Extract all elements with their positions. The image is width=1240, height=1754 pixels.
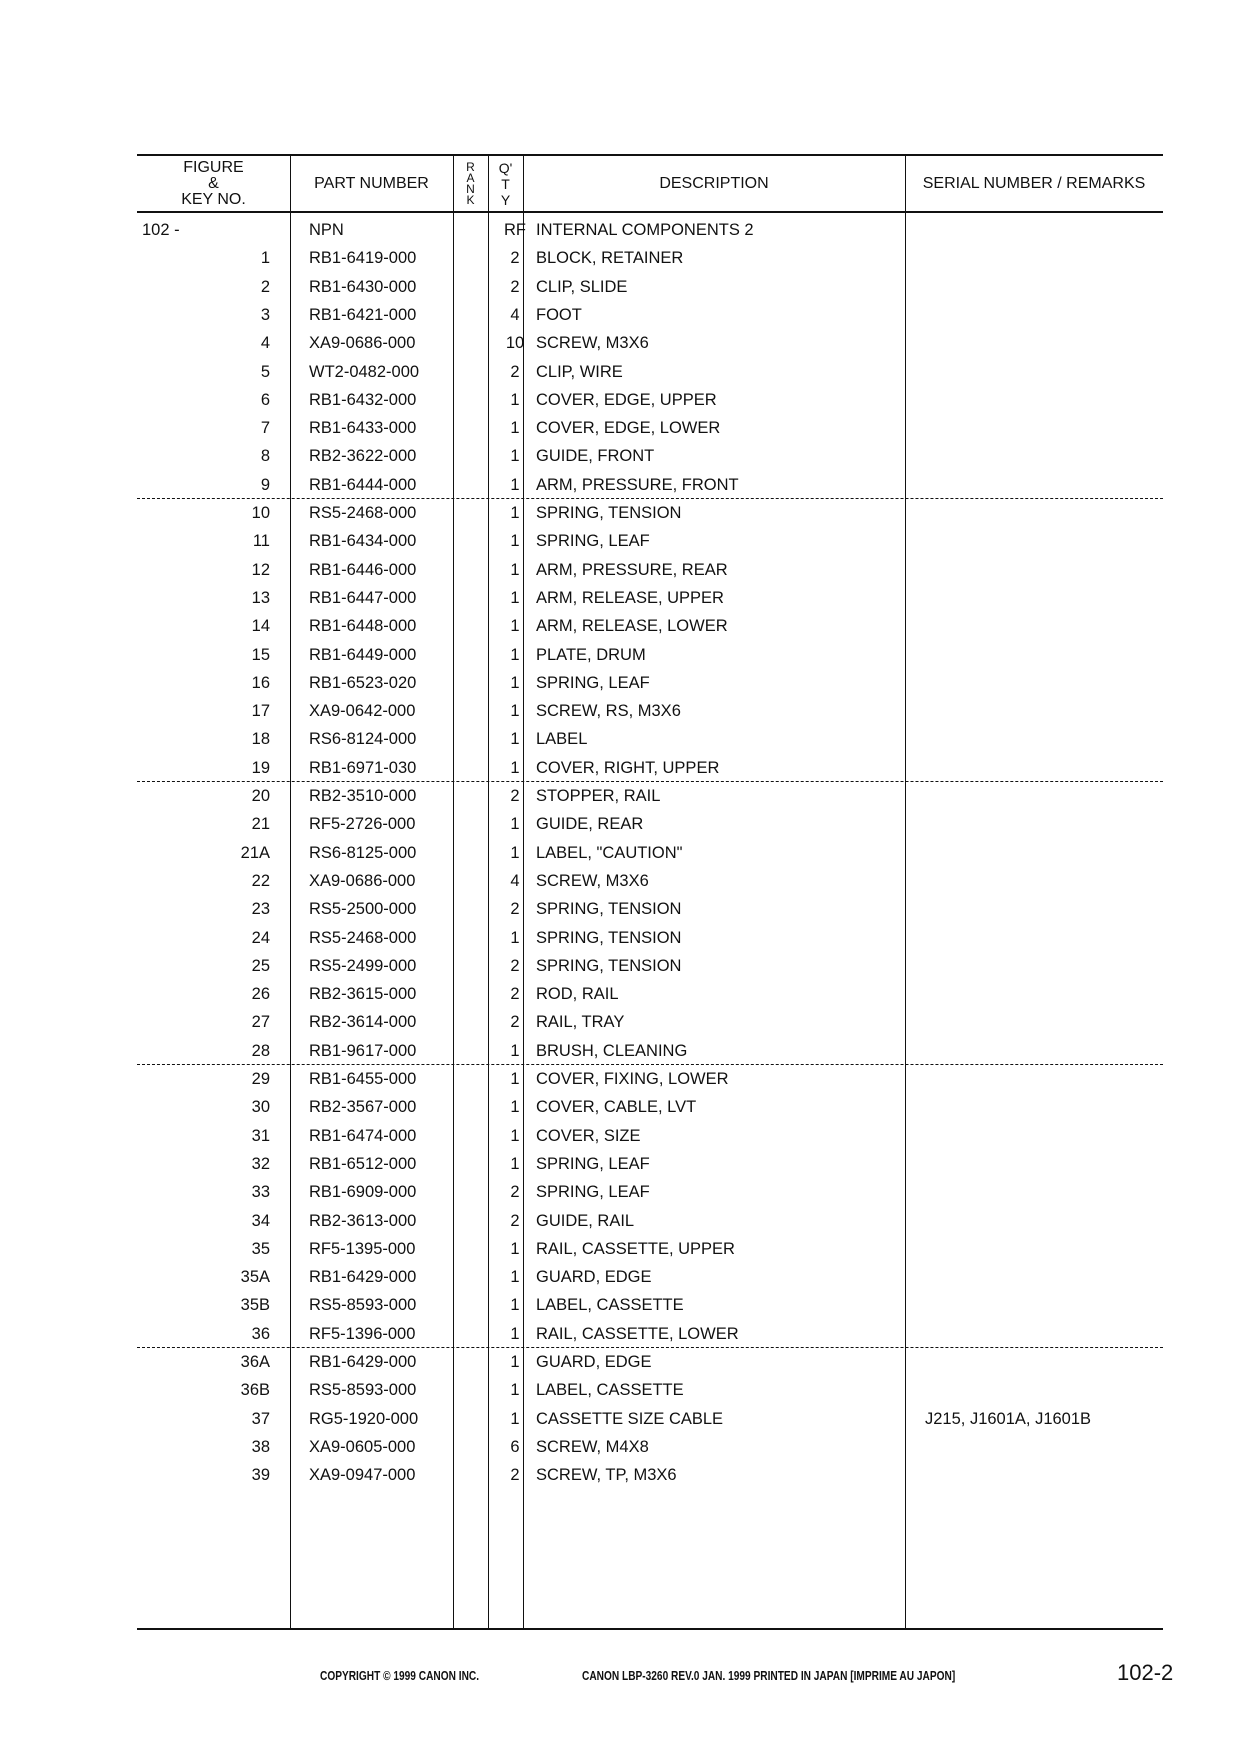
description: STOPPER, RAIL <box>536 787 661 805</box>
quantity: 1 <box>510 1041 520 1060</box>
key-number: 8 <box>260 447 270 466</box>
quantity: 1 <box>510 560 520 579</box>
table-row <box>137 924 1163 952</box>
quantity: 4 <box>510 305 520 324</box>
header-rank-letter: N <box>466 181 475 196</box>
description: LABEL, "CAUTION" <box>536 843 683 862</box>
table-row <box>137 1461 1163 1489</box>
key-number: 36 <box>251 1324 270 1343</box>
table-row <box>137 471 1163 499</box>
part-number: RS5-8593-000 <box>309 1296 417 1315</box>
header-qty-letter: Y <box>500 191 511 208</box>
key-number: 22 <box>251 871 270 890</box>
quantity: 2 <box>510 277 520 296</box>
quantity: 2 <box>510 985 520 1004</box>
part-number: RB1-6432-000 <box>309 390 417 409</box>
part-number: RB1-6474-000 <box>309 1126 417 1145</box>
key-number: 11 <box>252 532 270 551</box>
part-number: RB1-6512-000 <box>309 1154 417 1173</box>
table-row <box>137 414 1163 442</box>
page-footer <box>0 1660 1240 1700</box>
key-number: 27 <box>251 1013 270 1032</box>
table-row <box>137 584 1163 612</box>
quantity: 1 <box>510 673 520 692</box>
part-number: RB1-6421-000 <box>309 305 417 324</box>
quantity: 1 <box>510 1239 520 1258</box>
description: RAIL, CASSETTE, UPPER <box>536 1239 735 1258</box>
quantity: 1 <box>510 1098 520 1117</box>
header-rank-letter: R <box>466 159 475 174</box>
key-number: 7 <box>260 419 270 438</box>
header-part-number: PART NUMBER <box>314 174 429 192</box>
quantity: 1 <box>510 447 520 466</box>
key-number: 19 <box>251 758 270 777</box>
table-row <box>137 1008 1163 1036</box>
parts-table <box>137 154 1163 1631</box>
table-row <box>137 839 1163 867</box>
table-row <box>137 952 1163 980</box>
part-number: RF5-1396-000 <box>309 1324 416 1343</box>
quantity: 6 <box>510 1437 520 1456</box>
quantity: 2 <box>510 249 520 268</box>
group-separator <box>137 1347 1163 1348</box>
description: BRUSH, CLEANING <box>536 1041 688 1060</box>
part-number: RS5-2468-000 <box>309 504 417 522</box>
table-row <box>137 1291 1163 1319</box>
quantity: 1 <box>510 1409 520 1428</box>
group-separator <box>137 781 1163 782</box>
header-figure-line: & <box>208 174 219 192</box>
table-row <box>137 442 1163 470</box>
key-number: 36A <box>240 1353 270 1371</box>
part-number: RB2-3613-000 <box>309 1211 417 1230</box>
header-qty-letter: Q' <box>498 159 513 176</box>
quantity: 1 <box>510 1296 520 1315</box>
part-number: NPN <box>309 221 344 239</box>
key-number: 31 <box>251 1126 270 1145</box>
description: LABEL <box>536 730 588 749</box>
key-number: 37 <box>251 1409 270 1428</box>
table-row <box>137 358 1163 386</box>
quantity: 1 <box>510 475 520 494</box>
description: SPRING, TENSION <box>536 928 682 947</box>
header-figure-key <box>137 156 290 211</box>
part-number: XA9-0605-000 <box>309 1437 416 1456</box>
group-separator <box>137 1064 1163 1065</box>
key-number: 21 <box>251 815 270 834</box>
part-number: RB2-3615-000 <box>309 985 417 1004</box>
quantity: 2 <box>510 956 520 975</box>
part-number: RS6-8125-000 <box>309 843 417 862</box>
key-number: 26 <box>251 985 270 1004</box>
key-number: 34 <box>251 1211 270 1230</box>
table-row <box>137 1433 1163 1461</box>
quantity: 1 <box>510 1324 520 1343</box>
key-number: 6 <box>260 390 270 409</box>
table-row <box>137 1320 1163 1348</box>
table-row <box>137 1263 1163 1291</box>
table-row <box>137 867 1163 895</box>
table-row <box>137 612 1163 640</box>
quantity: 1 <box>510 758 520 777</box>
part-number: RB2-3567-000 <box>309 1098 417 1117</box>
quantity: 1 <box>510 1126 520 1145</box>
part-number: RB2-3614-000 <box>309 1013 417 1032</box>
quantity: 1 <box>510 928 520 947</box>
key-number: 29 <box>251 1070 270 1088</box>
part-number: WT2-0482-000 <box>309 362 420 381</box>
part-number: RF5-1395-000 <box>309 1239 416 1258</box>
quantity: 1 <box>510 815 520 834</box>
table-row <box>137 895 1163 923</box>
table-row <box>137 386 1163 414</box>
description: SCREW, M4X8 <box>536 1437 649 1456</box>
part-number: RB1-6523-020 <box>309 673 417 692</box>
table-row <box>137 499 1163 527</box>
serial-remarks: J215, J1601A, J1601B <box>925 1409 1092 1428</box>
key-number: 5 <box>260 362 270 381</box>
key-number: 36B <box>240 1381 270 1400</box>
description: GUIDE, REAR <box>536 815 644 834</box>
header-qty-letter: T <box>501 175 510 192</box>
part-number: RS6-8124-000 <box>309 730 417 749</box>
table-row <box>137 1207 1163 1235</box>
table-row <box>137 556 1163 584</box>
key-number: 18 <box>251 730 270 749</box>
description: SPRING, LEAF <box>536 1154 650 1173</box>
table-row <box>137 1150 1163 1178</box>
quantity: 2 <box>510 362 520 381</box>
description: SPRING, TENSION <box>536 504 682 522</box>
description: SCREW, TP, M3X6 <box>536 1466 677 1485</box>
part-number: RB1-6455-000 <box>309 1070 417 1088</box>
description: SPRING, TENSION <box>536 956 682 975</box>
part-number: RB1-6444-000 <box>309 475 417 494</box>
table-row <box>137 216 1163 244</box>
description: GUIDE, FRONT <box>536 447 655 466</box>
table-row <box>137 1037 1163 1065</box>
description: RAIL, CASSETTE, LOWER <box>536 1324 739 1343</box>
key-number: 21A <box>240 843 270 862</box>
table-row <box>137 641 1163 669</box>
key-number: 16 <box>251 673 270 692</box>
table-row <box>137 1065 1163 1093</box>
key-number: 14 <box>251 617 270 636</box>
header-rank-letter: A <box>466 170 475 185</box>
quantity: 1 <box>510 1070 520 1088</box>
description: ARM, PRESSURE, FRONT <box>536 475 739 494</box>
description: SCREW, M3X6 <box>536 871 649 890</box>
header-rank-letter: K <box>466 192 475 207</box>
key-number: 35B <box>240 1296 270 1315</box>
key-number: 25 <box>251 956 270 975</box>
quantity: 1 <box>510 843 520 862</box>
table-row <box>137 980 1163 1008</box>
key-number: 12 <box>251 560 270 579</box>
key-number: 32 <box>251 1154 270 1173</box>
description: SCREW, RS, M3X6 <box>536 702 681 721</box>
description: CASSETTE SIZE CABLE <box>536 1409 724 1428</box>
quantity: 1 <box>510 1353 520 1371</box>
part-number: RS5-2468-000 <box>309 928 417 947</box>
table-row <box>137 754 1163 782</box>
table-row <box>137 697 1163 725</box>
description: COVER, CABLE, LVT <box>536 1098 697 1117</box>
key-number: 13 <box>251 588 270 607</box>
description: COVER, EDGE, UPPER <box>536 390 717 409</box>
part-number: XA9-0686-000 <box>309 334 416 353</box>
table-row <box>137 782 1163 810</box>
key-number: 9 <box>260 475 270 494</box>
table-row <box>137 725 1163 753</box>
description: BLOCK, RETAINER <box>536 249 684 268</box>
quantity: 2 <box>510 1183 520 1202</box>
description: LABEL, CASSETTE <box>536 1296 684 1315</box>
part-number: RB2-3622-000 <box>309 447 417 466</box>
part-number: XA9-0642-000 <box>309 702 416 721</box>
quantity: 1 <box>510 588 520 607</box>
table-row <box>137 1348 1163 1376</box>
key-number: 35A <box>240 1268 270 1287</box>
table-row <box>137 669 1163 697</box>
quantity: 1 <box>510 419 520 438</box>
part-number: RB1-6434-000 <box>309 532 417 551</box>
part-number: RS5-8593-000 <box>309 1381 417 1400</box>
quantity: 1 <box>510 702 520 721</box>
quantity: 2 <box>510 787 520 805</box>
part-number: RS5-2500-000 <box>309 900 417 919</box>
key-number: 102 - <box>142 221 180 239</box>
part-number: RB1-6419-000 <box>309 249 417 268</box>
part-number: RB2-3510-000 <box>309 787 417 805</box>
key-number: 10 <box>251 504 270 522</box>
quantity: 4 <box>510 871 520 890</box>
part-number: RB1-6447-000 <box>309 588 417 607</box>
description: INTERNAL COMPONENTS 2 <box>536 221 754 239</box>
key-number: 4 <box>260 334 270 353</box>
quantity: 1 <box>510 730 520 749</box>
description: COVER, EDGE, LOWER <box>536 419 721 438</box>
header-qty <box>488 156 523 211</box>
description: ROD, RAIL <box>536 985 619 1004</box>
description: ARM, RELEASE, LOWER <box>536 617 728 636</box>
key-number: 28 <box>251 1041 270 1060</box>
header-figure-line: KEY NO. <box>181 190 246 208</box>
part-number: RB1-6433-000 <box>309 419 417 438</box>
quantity: 1 <box>510 645 520 664</box>
description: SCREW, M3X6 <box>536 334 649 353</box>
description: FOOT <box>536 305 582 324</box>
header-figure-line: FIGURE <box>183 158 244 176</box>
footer-copyright: COPYRIGHT © 1999 CANON INC. <box>320 1668 480 1683</box>
part-number: RF5-2726-000 <box>309 815 416 834</box>
quantity: 1 <box>510 1268 520 1287</box>
table-row <box>137 244 1163 272</box>
key-number: 1 <box>260 249 270 268</box>
key-number: 24 <box>251 928 270 947</box>
header-rank <box>453 156 488 211</box>
description: CLIP, WIRE <box>536 362 623 381</box>
description: ARM, PRESSURE, REAR <box>536 560 728 579</box>
description: GUARD, EDGE <box>536 1268 652 1287</box>
description: GUARD, EDGE <box>536 1353 652 1371</box>
quantity: 2 <box>510 1013 520 1032</box>
key-number: 35 <box>251 1239 270 1258</box>
table-row <box>137 1122 1163 1150</box>
quantity: 2 <box>510 1466 520 1485</box>
description: ARM, RELEASE, UPPER <box>536 588 724 607</box>
quantity: 2 <box>510 1211 520 1230</box>
table-row <box>137 329 1163 357</box>
quantity: 10 <box>505 334 525 353</box>
table-row <box>137 527 1163 555</box>
table-row <box>137 301 1163 329</box>
key-number: 20 <box>251 787 270 805</box>
table-row <box>137 1235 1163 1263</box>
key-number: 15 <box>251 645 270 664</box>
table-row <box>137 1405 1163 1433</box>
table-row <box>137 273 1163 301</box>
key-number: 30 <box>251 1098 270 1117</box>
quantity: 1 <box>510 504 520 522</box>
description: GUIDE, RAIL <box>536 1211 635 1230</box>
key-number: 39 <box>251 1466 270 1485</box>
quantity: 2 <box>510 900 520 919</box>
description: SPRING, LEAF <box>536 673 650 692</box>
description: SPRING, LEAF <box>536 532 650 551</box>
description: RAIL, TRAY <box>536 1013 625 1032</box>
table-row <box>137 1178 1163 1206</box>
key-number: 3 <box>260 305 270 324</box>
description: LABEL, CASSETTE <box>536 1381 684 1400</box>
part-number: RB1-6971-030 <box>309 758 417 777</box>
part-number: RB1-6448-000 <box>309 617 417 636</box>
part-number: XA9-0947-000 <box>309 1466 416 1485</box>
description: COVER, SIZE <box>536 1126 641 1145</box>
part-number: RB1-6429-000 <box>309 1268 417 1287</box>
description: PLATE, DRUM <box>536 645 646 664</box>
part-number: RB1-6429-000 <box>309 1353 417 1371</box>
key-number: 23 <box>251 900 270 919</box>
header-description: DESCRIPTION <box>659 174 769 192</box>
part-number: RB1-9617-000 <box>309 1041 417 1060</box>
footer-model-info: CANON LBP-3260 REV.0 JAN. 1999 PRINTED IN JAPAN [IMPRIME AU JAPON] <box>582 1668 956 1683</box>
table-row <box>137 1376 1163 1404</box>
header-serial-remarks: SERIAL NUMBER / REMARKS <box>922 174 1146 192</box>
quantity: 1 <box>510 532 520 551</box>
quantity: 1 <box>510 1154 520 1173</box>
description: COVER, FIXING, LOWER <box>536 1070 729 1088</box>
description: SPRING, LEAF <box>536 1183 650 1202</box>
quantity: RF <box>504 221 526 239</box>
key-number: 2 <box>260 277 270 296</box>
page-number: 102-2 <box>1117 1660 1174 1685</box>
group-separator <box>137 498 1163 499</box>
table-row <box>137 810 1163 838</box>
part-number: RB1-6909-000 <box>309 1183 417 1202</box>
key-number: 33 <box>251 1183 270 1202</box>
description: SPRING, TENSION <box>536 900 682 919</box>
table-row <box>137 1093 1163 1121</box>
part-number: XA9-0686-000 <box>309 871 416 890</box>
part-number: RS5-2499-000 <box>309 956 417 975</box>
key-number: 38 <box>251 1437 270 1456</box>
quantity: 1 <box>510 1381 520 1400</box>
description: CLIP, SLIDE <box>536 277 628 296</box>
part-number: RB1-6446-000 <box>309 560 417 579</box>
key-number: 17 <box>251 702 270 721</box>
part-number: RG5-1920-000 <box>309 1409 419 1428</box>
part-number: RB1-6430-000 <box>309 277 417 296</box>
quantity: 1 <box>510 390 520 409</box>
description: COVER, RIGHT, UPPER <box>536 758 720 777</box>
quantity: 1 <box>510 617 520 636</box>
part-number: RB1-6449-000 <box>309 645 417 664</box>
